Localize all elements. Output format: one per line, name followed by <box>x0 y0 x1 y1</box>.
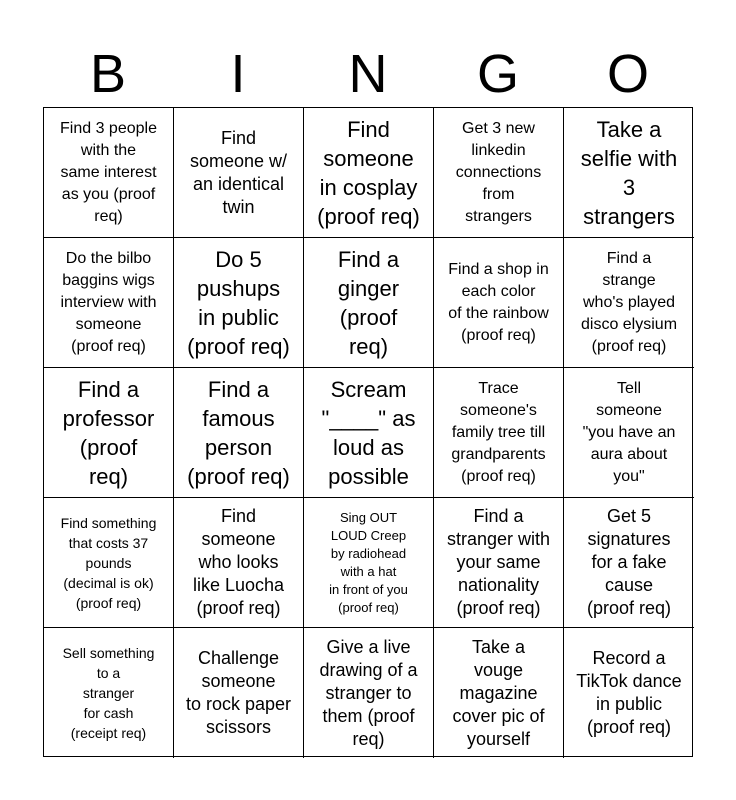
cell-text: Take a vouge magazine cover pic of yourself <box>452 636 545 749</box>
header-letter-b: B <box>89 44 127 104</box>
cell-text: Find a strange who's played disco elysium (proof req) <box>580 249 678 355</box>
cell-text: Find a professor (proof req) <box>62 376 155 489</box>
cell-text: Trace someone's family tree till grandparents (proof req) <box>451 379 546 485</box>
bingo-cell-r2-c2[interactable] <box>174 238 304 368</box>
cell-text: Find 3 people with the same interest as you (proof req) <box>60 119 157 225</box>
bingo-cell-r3-c3[interactable] <box>304 368 434 498</box>
bingo-cell-r2-c4[interactable] <box>434 238 564 368</box>
bingo-cell-r2-c1[interactable] <box>44 238 174 368</box>
bingo-cell-r5-c4[interactable] <box>434 628 564 758</box>
header-letter-g: G <box>476 44 519 104</box>
bingo-cell-r2-c5[interactable] <box>564 238 694 368</box>
bingo-cell-r1-c2[interactable] <box>174 108 304 238</box>
bingo-header <box>43 40 693 108</box>
bingo-cell-r2-c3[interactable] <box>304 238 434 368</box>
cell-text: Record a TikTok dance in public (proof req) <box>576 648 682 737</box>
bingo-cell-r4-c4[interactable] <box>434 498 564 628</box>
cell-text: Get 5 signatures for a fake cause (proof req) <box>586 506 672 618</box>
cell-text: Sell something to a stranger for cash (receipt req) <box>62 645 155 741</box>
header-letter-n: N <box>348 44 388 104</box>
bingo-cell-r1-c1[interactable] <box>44 108 174 238</box>
bingo-cell-r3-c1[interactable] <box>44 368 174 498</box>
cell-text: Scream "____" as loud as possible <box>321 376 416 489</box>
cell-text: Find a shop in each color of the rainbow (proof req) <box>448 260 549 344</box>
cell-text: Challenge someone to rock paper scissors <box>185 648 292 737</box>
cell-text: Get 3 new linkedin connections from strangers <box>455 119 542 225</box>
cell-text: Tell someone "you have an aura about you" <box>582 379 676 485</box>
cell-text: Find a ginger (proof req) <box>337 246 400 359</box>
bingo-cell-r4-c5[interactable] <box>564 498 694 628</box>
bingo-cell-r4-c1[interactable] <box>44 498 174 628</box>
bingo-cell-r1-c4[interactable] <box>434 108 564 238</box>
cell-text: Find someone who looks like Luocha (proof req) <box>192 506 285 618</box>
cell-text: Do the bilbo baggins wigs interview with someone (proof req) <box>60 249 157 355</box>
header-letter-i: I <box>230 44 246 104</box>
cell-text: Give a live drawing of a stranger to them (proof req) <box>319 636 418 749</box>
bingo-cell-r1-c3[interactable] <box>304 108 434 238</box>
cell-text: Find someone w/ an identical twin <box>189 127 288 217</box>
bingo-cell-r5-c5[interactable] <box>564 628 694 758</box>
cell-text: Find something that costs 37 pounds (decimal is ok) (proof req) <box>60 514 157 611</box>
bingo-cell-r5-c3[interactable] <box>304 628 434 758</box>
bingo-cell-r3-c5[interactable] <box>564 368 694 498</box>
cell-text: Take a selfie with 3 strangers <box>580 116 678 229</box>
bingo-board <box>43 107 693 757</box>
cell-text: Find someone in cosplay (proof req) <box>317 116 420 229</box>
bingo-cell-r5-c2[interactable] <box>174 628 304 758</box>
bingo-cell-r4-c3[interactable] <box>304 498 434 628</box>
bingo-cell-r3-c2[interactable] <box>174 368 304 498</box>
bingo-cell-r4-c2[interactable] <box>174 498 304 628</box>
bingo-cell-r1-c5[interactable] <box>564 108 694 238</box>
cell-text: Find a famous person (proof req) <box>187 376 290 489</box>
cell-text: Find a stranger with your same nationality (proof req) <box>446 506 551 618</box>
bingo-cell-r5-c1[interactable] <box>44 628 174 758</box>
cell-text: Sing OUT LOUD Creep by radiohead with a hat in front of you (proof req) <box>329 509 408 615</box>
cell-text: Do 5 pushups in public (proof req) <box>187 246 290 359</box>
bingo-cell-r3-c4[interactable] <box>434 368 564 498</box>
header-letter-o: O <box>606 44 649 104</box>
